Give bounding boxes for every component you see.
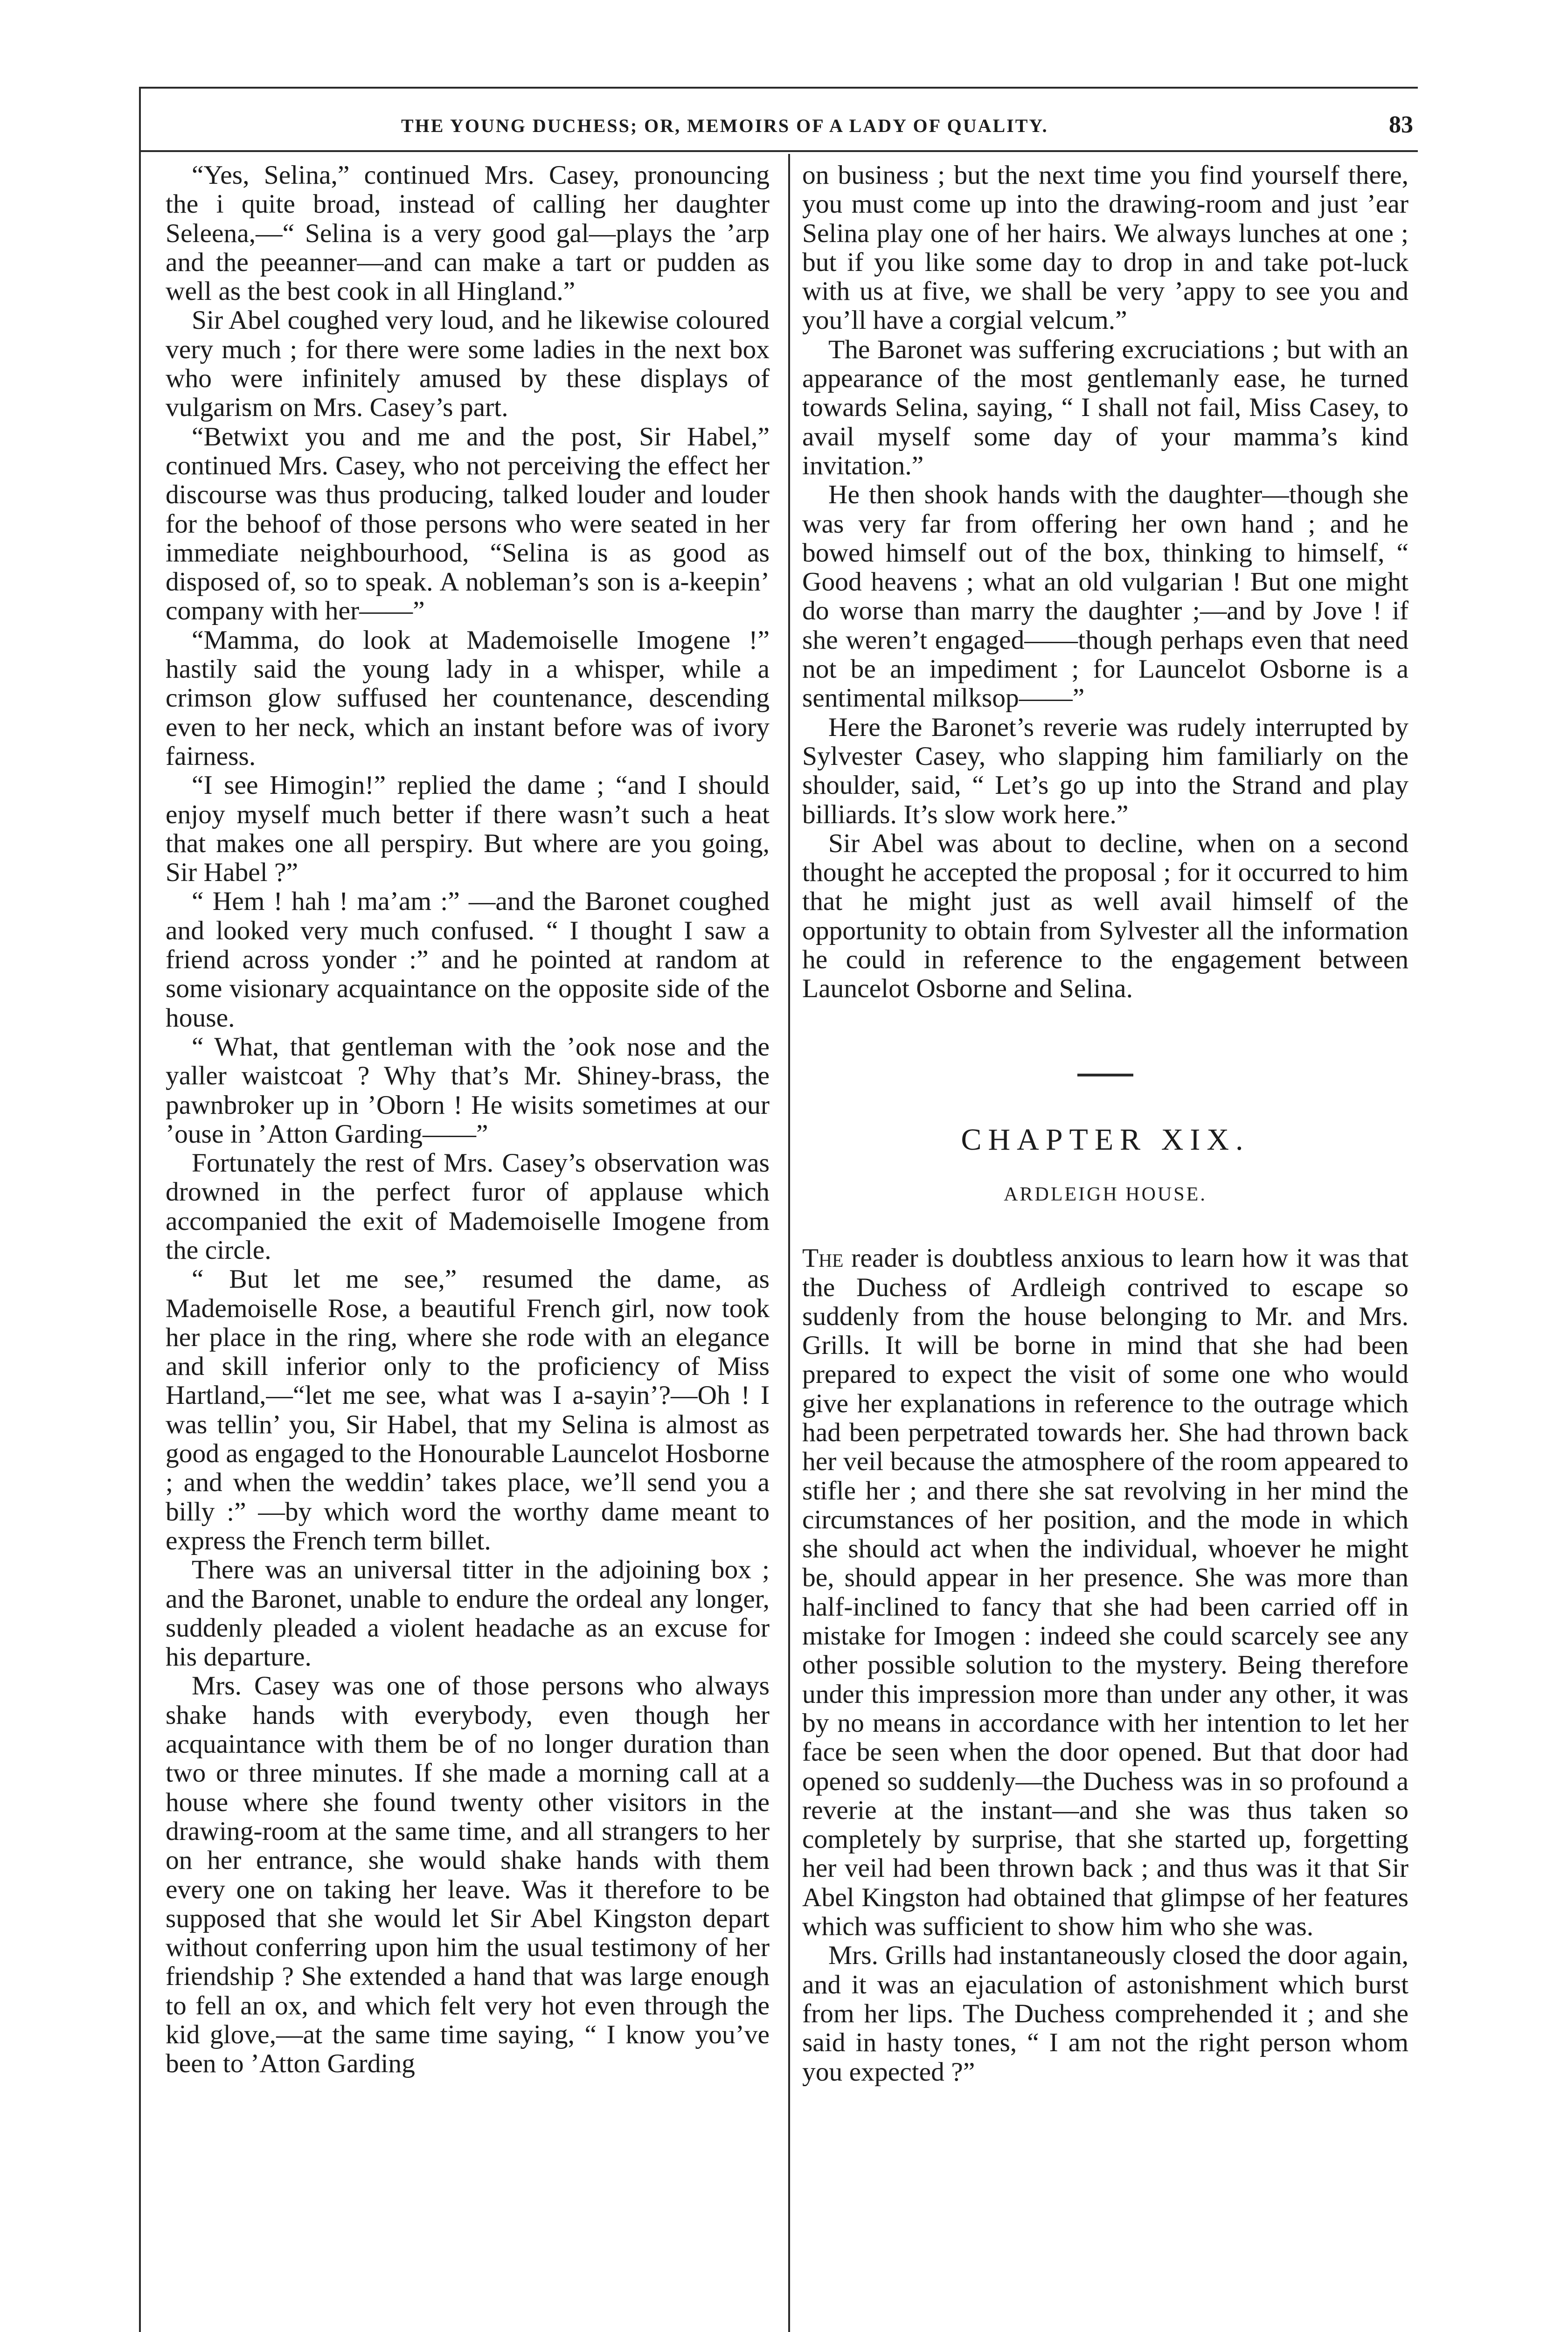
paragraph: Here the Baronet’s reverie was rudely interrupted by Sylvester Casey, who slapping him familiarly on the shoulder, said, “ Let’s go up into the Strand and play billiards. It’s slow work here.” [802, 712, 1408, 829]
left-column [166, 161, 770, 2079]
chapter-subtitle: ARDLEIGH HOUSE. [1004, 1183, 1207, 1205]
paragraph: “ What, that gentleman with the ’ook nose and the yaller waistcoat ? Why that’s Mr. Shiney-brass, the pawnbroker up in ’Oborn ! He wisits sometimes at our ’ouse in ’Atton Garding——” [166, 1032, 770, 1149]
left-border-rule [139, 87, 141, 2332]
paragraph: Sir Abel was about to decline, when on a second thought he accepted the proposal ; for it occurred to him that he might just as well avail himself of the opportunity to obtain from Sylvester all the information he could in reference to the engagement between Launcelot Osborne and Selina. [802, 828, 1408, 1004]
chapter-opening-paragraph [802, 1244, 1408, 1941]
column-divider [788, 154, 790, 2332]
header-rule [140, 150, 1418, 152]
paragraph: Fortunately the rest of Mrs. Casey’s observation was drowned in the perfect furor of applause which accompanied the exit of Mademoiselle Imogene from the circle. [166, 1148, 770, 1265]
chapter-first-word: The [802, 1243, 844, 1273]
running-head: THE YOUNG DUCHESS; OR, MEMOIRS OF A LADY OF QUALITY. [401, 115, 1048, 136]
paragraph: The Baronet was suffering excruciations ; but with an appearance of the most gentlemanly ease, he turned towards Selina, saying, “ I shall not fail, Miss Casey, to avail myself some day of your mamma’s kind invitation.” [802, 334, 1408, 480]
paragraph: on business ; but the next time you find yourself there, you must come up into the drawing-room and just ’ear Selina play one of her hairs. We always lunches at one ; but if you like some day to drop in and take pot-luck with us at five, we shall be very ’appy to see you and you’ll have a corgial velcum.” [802, 160, 1408, 335]
page-header [140, 111, 1418, 148]
chapter-opening-text: reader is doubtless anxious to learn how it was that the Duchess of Ardleigh contrived to escape so suddenly from the house belonging to Mr. and Mrs. Grills. It will be borne in mind that she had been prepared to expect the visit of some one who would give her explanations in reference to the outrage which had been perpetrated towards her. She had thrown back her veil because the atmosphere of the room appeared to stifle her ; and there she sat revolving in her mind the circumstances of her position, and the mode in which she should act when the individual, whoever he might be, should appear in her presence. She was more than half-inclined to fancy that she had been carried off in mistake for Imogen : indeed she could scarcely see any other possible solution to the mystery. Being therefore under this impression more than under any other, it was by no means in accordance with her intention to let her face be seen when the door opened. But that door had opened so suddenly—the Duchess was in so profound a reverie at the instant—and she was thus taken so completely by surprise, that she started up, forgetting her veil had been thrown back ; and thus was it that Sir Abel Kingston had obtained that glimpse of her features which was sufficient to show him who she was. [802, 1243, 1408, 1942]
paragraph: “I see Himogin!” replied the dame ; “and I should enjoy myself much better if there wasn’t such a heat that makes one all perspiry. But where are you going, Sir Habel ?” [166, 770, 770, 888]
paragraph: Sir Abel coughed very loud, and he likewise coloured very much ; for there were some ladies in the next box who were infinitely amused by these displays of vulgarism on Mrs. Casey’s part. [166, 305, 770, 423]
paragraph: There was an universal titter in the adjoining box ; and the Baronet, unable to endure the ordeal any longer, suddenly pleaded a violent headache as an excuse for his departure. [166, 1555, 770, 1672]
paragraph: “ But let me see,” resumed the dame, as Mademoiselle Rose, a beautiful French girl, now took her place in the ring, where she rode with an elegance and skill inferior only to the proficiency of Miss Hartland,—“let me see, what was I a-sayin’?—Oh ! I was tellin’ you, Sir Habel, that my Selina is almost as good as engaged to the Honourable Launcelot Hosborne ; and when the weddin’ takes place, we’ll send you a billy :” —by which word the worthy dame meant to express the French term billet. [166, 1264, 770, 1555]
paragraph: “Yes, Selina,” continued Mrs. Casey, pronouncing the i quite broad, instead of calling her daughter Seleena,—“ Selina is a very good gal—plays the ’arp and the peeanner—and can make a tart or pudden as well as the best cook in all Hingland.” [166, 160, 770, 306]
paragraph: Mrs. Grills had instantaneously closed the door again, and it was an ejaculation of astonishment which burst from her lips. The Duchess comprehended it ; and she said in hasty tones, “ I am not the right person whom you expected ?” [802, 1941, 1408, 2087]
chapter-break-rule [1077, 1074, 1133, 1076]
paragraph: He then shook hands with the daughter—though she was very far from offering her own hand ; and he bowed himself out of the box, thinking to himself, “ Good heavens ; what an old vulgarian ! But one might do worse than marry the daughter ;—and by Jove ! if she weren’t engaged——though perhaps even that need not be an impediment ; for Launcelot Osborne is a sentimental milksop——” [802, 480, 1408, 713]
paragraph: “Mamma, do look at Mademoiselle Imogene !” hastily said the young lady in a whisper, while a crimson glow suffused her countenance, descending even to her neck, which an instant before was of ivory fairness. [166, 625, 770, 771]
paragraph: “Betwixt you and me and the post, Sir Habel,” continued Mrs. Casey, who not perceiving the effect her discourse was thus producing, talked louder and louder for the behoof of those persons who were seated in her immediate neighbourhood, “Selina is as good as disposed of, so to speak. A nobleman’s son is a-keepin’ company with her——” [166, 422, 770, 626]
right-column [802, 161, 1408, 2087]
chapter-title: CHAPTER XIX. [961, 1122, 1250, 1157]
page-number: 83 [1389, 111, 1413, 138]
top-border-rule [140, 87, 1418, 89]
paragraph: Mrs. Casey was one of those persons who always shake hands with everybody, even though her acquaintance with them be of no longer duration than two or three minutes. If she made a morning call at a house where she found twenty other visitors in the drawing-room at the same time, and all strangers to her on her entrance, she would shake hands with them every one on taking her leave. Was it therefore to be supposed that she would let Sir Abel Kingston depart without conferring upon him the usual testimony of her friendship ? She extended a hand that was large enough to fell an ox, and which felt very hot even through the kid glove,—at the same time saying, “ I know you’ve been to ’Atton Garding [166, 1671, 770, 2079]
paragraph: “ Hem ! hah ! ma’am :” —and the Baronet coughed and looked very much confused. “ I thought I saw a friend across yonder :” and he pointed at random at some visionary acquaintance on the opposite side of the house. [166, 887, 770, 1033]
